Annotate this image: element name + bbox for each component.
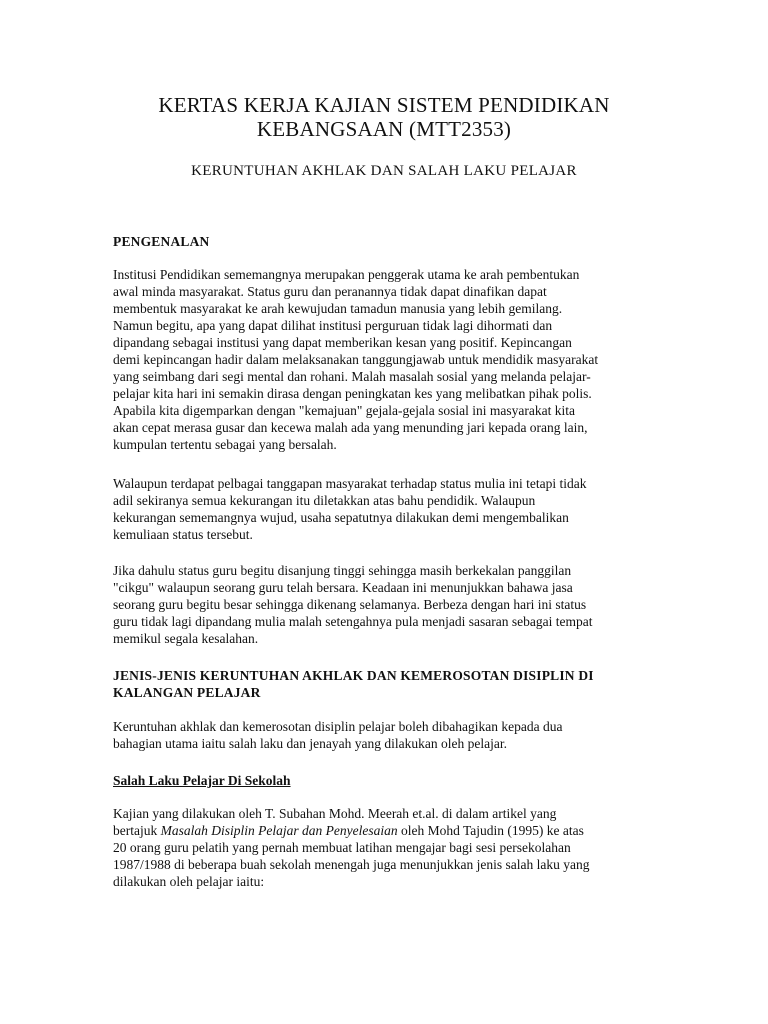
paragraph-line: yang seimbang dari segi mental dan rohani. Malah masalah sosial yang melanda pelajar- (113, 369, 591, 384)
paragraph-line: pelajar kita hari ini semakin dirasa dengan peningkatan kes yang melibatkan pihak polis. (113, 386, 592, 401)
paragraph-line: 1987/1988 di beberapa buah sekolah menengah juga menunjukkan jenis salah laku yang (113, 857, 590, 872)
paragraph-line: kemuliaan status tersebut. (113, 527, 253, 542)
paragraph-line: Institusi Pendidikan sememangnya merupakan penggerak utama ke arah pembentukan (113, 267, 580, 282)
paragraph-4 (113, 718, 673, 752)
text-run: bertajuk (113, 823, 161, 838)
paragraph-line: seorang guru begitu besar sehingga dikenang selamanya. Berbeza dengan hari ini status (113, 597, 587, 612)
paragraph-line: guru tidak lagi dipandang mulia malah setengahnya pula menjadi sasaran sebagai tempat (113, 614, 593, 629)
paragraph-line: akan cepat merasa gusar dan kecewa malah ada yang menunding jari kepada orang lain, (113, 420, 588, 435)
paragraph-line: Apabila kita digemparkan dengan "kemajuan" gejala-gejala sosial ini masyarakat kita (113, 403, 575, 418)
paragraph-line: Walaupun terdapat pelbagai tanggapan masyarakat terhadap status mulia ini tetapi tidak (113, 476, 587, 491)
text-run: oleh Mohd Tajudin (1995) ke atas (397, 823, 584, 838)
paragraph-line: Namun begitu, apa yang dapat dilihat institusi perguruan tidak lagi dihormati dan (113, 318, 553, 333)
title-line-2: KEBANGSAAN (MTT2353) (256, 117, 512, 141)
paragraph-line: 20 orang guru pelatih yang pernah membuat latihan mengajar bagi sesi persekolahan (113, 840, 571, 855)
heading-line: JENIS-JENIS KERUNTUHAN AKHLAK DAN KEMEROSOTAN DISIPLIN DI (113, 668, 594, 683)
paragraph-line: awal minda masyarakat. Status guru dan peranannya tidak dapat dinafikan dapat (113, 284, 547, 299)
paragraph-line: dipandang sebagai institusi yang dapat memberikan kesan yang positif. Kepincangan (113, 335, 572, 350)
section-heading-pengenalan: PENGENALAN (113, 234, 210, 249)
paragraph-line: kumpulan tertentu sebagai yang bersalah. (113, 437, 337, 452)
paragraph-line: membentuk masyarakat ke arah kewujudan tamadun manusia yang lebih gemilang. (113, 301, 563, 316)
paragraph-line: bahagian utama iaitu salah laku dan jenayah yang dilakukan oleh pelajar. (113, 736, 507, 751)
document-subtitle: KERUNTUHAN AKHLAK DAN SALAH LAKU PELAJAR (191, 163, 577, 179)
paragraph-line: kekurangan sememangnya wujud, usaha sepatutnya dilakukan demi mengembalikan (113, 510, 569, 525)
paragraph-line (113, 822, 673, 839)
paragraph-line: Jika dahulu status guru begitu disanjung tinggi sehingga masih berkekalan panggilan (113, 563, 572, 578)
paragraph-2 (113, 475, 673, 543)
paragraph-line: "cikgu" walaupun seorang guru telah bersara. Keadaan ini menunjukkan bahawa jasa (113, 580, 573, 595)
paragraph-line: Keruntuhan akhlak dan kemerosotan disiplin pelajar boleh dibahagikan kepada dua (113, 719, 563, 734)
section-heading-jenis (113, 667, 673, 701)
article-title-italic: Masalah Disiplin Pelajar dan Penyelesaian (160, 823, 398, 838)
subsection-heading-salah-laku: Salah Laku Pelajar Di Sekolah (113, 773, 291, 788)
heading-line: KALANGAN PELAJAR (113, 685, 261, 700)
paragraph-line: adil sekiranya semua kekurangan itu diletakkan atas bahu pendidik. Walaupun (113, 493, 536, 508)
paragraph-line: Kajian yang dilakukan oleh T. Subahan Mohd. Meerah et.al. di dalam artikel yang (113, 806, 557, 821)
paragraph-5 (113, 805, 673, 890)
paragraph-line: memikul segala kesalahan. (113, 631, 259, 646)
paragraph-3 (113, 562, 673, 647)
paragraph-line: demi kepincangan hadir dalam melaksanakan tanggungjawab untuk mendidik masyarakat (113, 352, 599, 367)
paragraph-1 (113, 266, 673, 453)
paragraph-line: dilakukan oleh pelajar iaitu: (113, 874, 265, 889)
document-title (100, 93, 668, 141)
title-line-1: KERTAS KERJA KAJIAN SISTEM PENDIDIKAN (158, 93, 610, 117)
